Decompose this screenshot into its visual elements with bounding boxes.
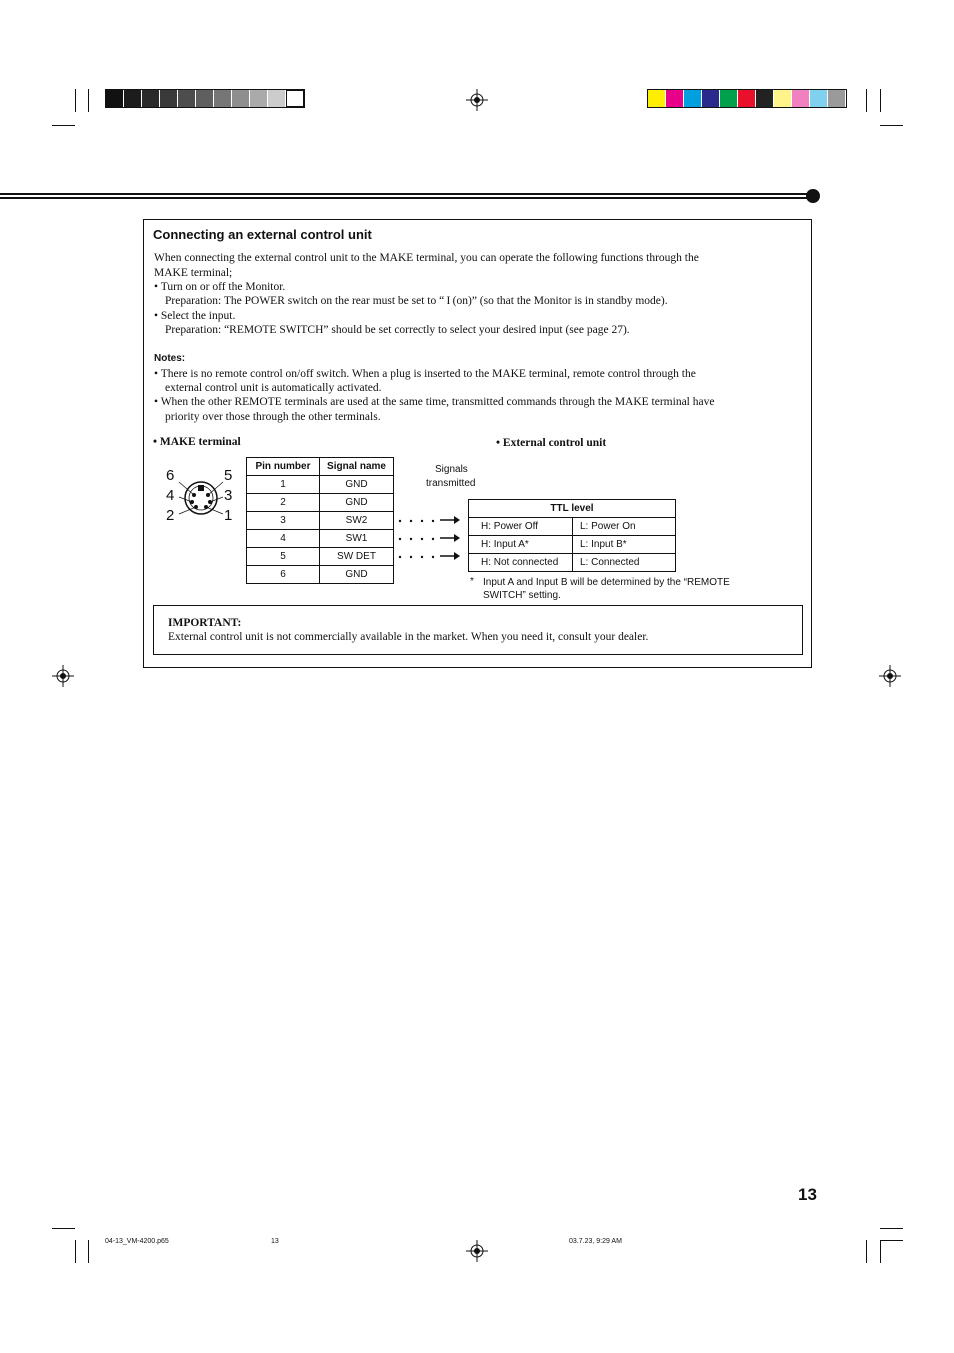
pin-number-cell: 2 [247,494,320,512]
grey-calibration-bar [105,89,305,108]
footer-file: 04-13_VM-4200.p65 [105,1238,169,1245]
color-swatch [702,90,720,107]
footer-datetime: 03.7.23, 9:29 AM [569,1238,622,1245]
color-swatch [684,90,702,107]
table-row [247,530,394,548]
bullet-item: • Select the input. [154,310,236,322]
crop-mark [880,125,903,126]
registration-mark-icon [466,1240,488,1262]
external-control-unit-label: • External control unit [496,437,607,449]
connector-pin-label: 4 [166,487,175,504]
crop-mark [866,1240,867,1263]
crop-mark [75,89,76,112]
footer-page: 13 [271,1238,279,1245]
footnote-mark: * [470,576,474,587]
color-swatch [196,90,214,107]
crop-mark [880,1240,881,1263]
intro-line: When connecting the external control unit to the MAKE terminal, you can operate the following functions through the [154,252,699,264]
color-swatch [106,90,124,107]
color-swatch [720,90,738,107]
color-swatch [810,90,828,107]
signal-name-cell: GND [320,566,394,584]
intro-line: MAKE terminal; [154,267,233,279]
registration-mark-icon [879,665,901,687]
connector-pin-label: 5 [224,467,233,484]
signals-label: transmitted [426,478,476,489]
section-title: Connecting an external control unit [153,227,372,242]
color-swatch [214,90,232,107]
registration-mark-icon [52,665,74,687]
color-swatch [160,90,178,107]
pin-number-cell: 3 [247,512,320,530]
color-calibration-bar [647,89,847,108]
signal-arrow-icon [398,551,462,561]
ttl-low-cell: L: Connected [573,554,676,572]
make-terminal-label: • MAKE terminal [153,436,241,448]
registration-mark-icon [466,89,488,111]
signals-label: Signals [435,464,468,475]
connector-pin-label: 2 [166,507,175,524]
signal-name-cell: GND [320,494,394,512]
ttl-high-cell: H: Power Off [469,518,573,536]
crop-mark [52,125,75,126]
color-swatch [178,90,196,107]
table-row [247,566,394,584]
signal-name-cell: GND [320,476,394,494]
color-swatch [250,90,268,107]
connector-pin-label: 6 [166,467,175,484]
header-rule [0,193,812,195]
color-swatch [666,90,684,107]
note-line: • When the other REMOTE terminals are used at the same time, transmitted commands through the MAKE terminal have [154,396,715,408]
color-swatch [648,90,666,107]
table-row [247,494,394,512]
crop-mark [75,1240,76,1263]
pin-number-cell: 5 [247,548,320,566]
notes-label: Notes: [154,353,186,364]
ttl-low-cell: L: Input B* [573,536,676,554]
signal-name-cell: SW2 [320,512,394,530]
table-row [247,476,394,494]
signal-arrow-icon [398,533,462,543]
pin-number-cell: 1 [247,476,320,494]
table-header: TTL level [469,500,676,518]
crop-mark [880,1240,903,1241]
ttl-high-cell: H: Not connected [469,554,573,572]
footnote-text: Input A and Input B will be determined by the “REMOTE [483,577,730,588]
crop-mark [880,89,881,112]
table-row [247,512,394,530]
color-swatch [774,90,792,107]
signal-name-cell: SW DET [320,548,394,566]
crop-mark [52,1228,75,1229]
color-swatch [124,90,142,107]
important-text: External control unit is not commercially available in the market. When you need it, consult your dealer. [168,631,649,643]
important-label: IMPORTANT: [168,617,242,629]
ttl-level-table [468,499,676,572]
table-row [469,554,676,572]
color-swatch [268,90,286,107]
crop-mark [88,89,89,112]
bullet-preparation: Preparation: The POWER switch on the rear must be set to “ I (on)” (so that the Monitor is in standby mode). [165,295,668,307]
crop-mark [880,1228,903,1229]
note-line: • There is no remote control on/off switch. When a plug is inserted to the MAKE terminal, remote control through the [154,368,696,380]
signal-name-cell: SW1 [320,530,394,548]
header-rule [0,197,812,199]
connector-pin-label: 1 [224,507,233,524]
color-swatch [792,90,810,107]
table-row [469,518,676,536]
header-rule-dot [806,189,820,203]
color-swatch [232,90,250,107]
signal-arrow-icon [398,515,462,525]
color-swatch [286,90,304,107]
pin-signal-table [246,457,394,584]
color-swatch [756,90,774,107]
table-row [469,536,676,554]
footnote-text: SWITCH” setting. [483,590,561,601]
page-number: 13 [798,1185,817,1204]
crop-mark [88,1240,89,1263]
bullet-preparation: Preparation: “REMOTE SWITCH” should be set correctly to select your desired input (see page 27). [165,324,630,336]
color-swatch [142,90,160,107]
table-header: Pin number [247,458,320,476]
note-line: priority over those through the other terminals. [165,411,381,423]
pin-number-cell: 4 [247,530,320,548]
color-swatch [738,90,756,107]
table-row [247,548,394,566]
bullet-item: • Turn on or off the Monitor. [154,281,286,293]
crop-mark [866,89,867,112]
color-swatch [828,90,846,107]
table-header: Signal name [320,458,394,476]
ttl-low-cell: L: Power On [573,518,676,536]
note-line: external control unit is automatically activated. [165,382,382,394]
ttl-high-cell: H: Input A* [469,536,573,554]
pin-number-cell: 6 [247,566,320,584]
connector-pin-label: 3 [224,487,233,504]
